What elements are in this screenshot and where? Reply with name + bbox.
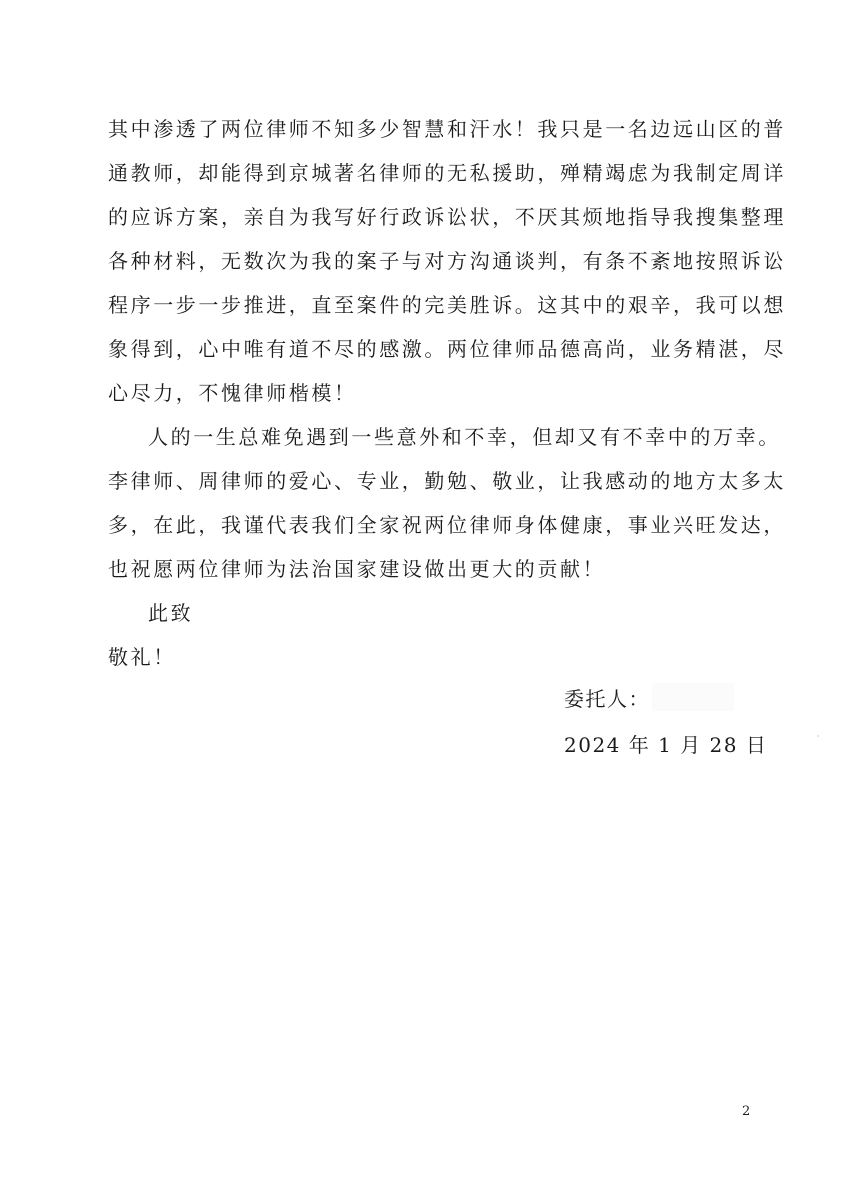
paragraph-2-line-4: 也祝愿两位律师为法治国家建设做出更大的贡献！ <box>108 557 606 581</box>
paragraph-1-line-6: 象得到，心中唯有道不尽的感激。两位律师品德高尚，业务精湛，尽 <box>108 337 786 361</box>
paragraph-2-line-2: 李律师、周律师的爱心、专业，勤勉、敬业，让我感动的地方太多太 <box>108 469 786 493</box>
paragraph-1-line-5: 程序一步一步推进，直至案件的完美胜诉。这其中的艰辛，我可以想 <box>108 293 786 317</box>
paragraph-2-line-1: 人的一生总难免遇到一些意外和不幸，但却又有不幸中的万幸。 <box>148 425 781 449</box>
closing-jing-li: 敬礼！ <box>108 645 176 669</box>
paragraph-1-line-2: 通教师，却能得到京城著名律师的无私援助，殚精竭虑为我制定周详 <box>108 161 786 185</box>
paragraph-1-line-3: 的应诉方案，亲自为我写好行政诉讼状，不厌其烦地指导我搜集整理 <box>108 205 786 229</box>
paragraph-2-line-3: 多，在此，我谨代表我们全家祝两位律师身体健康，事业兴旺发达， <box>108 513 786 537</box>
closing-ci-zhi: 此致 <box>148 601 194 625</box>
paragraph-1-line-4: 各种材料，无数次为我的案子与对方沟通谈判，有条不紊地按照诉讼 <box>108 249 786 273</box>
redacted-signature <box>652 683 734 711</box>
signature-label: 委托人： <box>564 687 650 711</box>
paragraph-1-line-1: 其中渗透了两位律师不知多少智慧和汗水！我只是一名边远山区的普 <box>108 117 786 141</box>
scan-speck <box>817 735 819 737</box>
signature-date: 2024 年 1 月 28 日 <box>564 733 768 757</box>
page-number: 2 <box>742 1104 751 1119</box>
paragraph-1-line-7: 心尽力，不愧律师楷模！ <box>108 381 357 405</box>
